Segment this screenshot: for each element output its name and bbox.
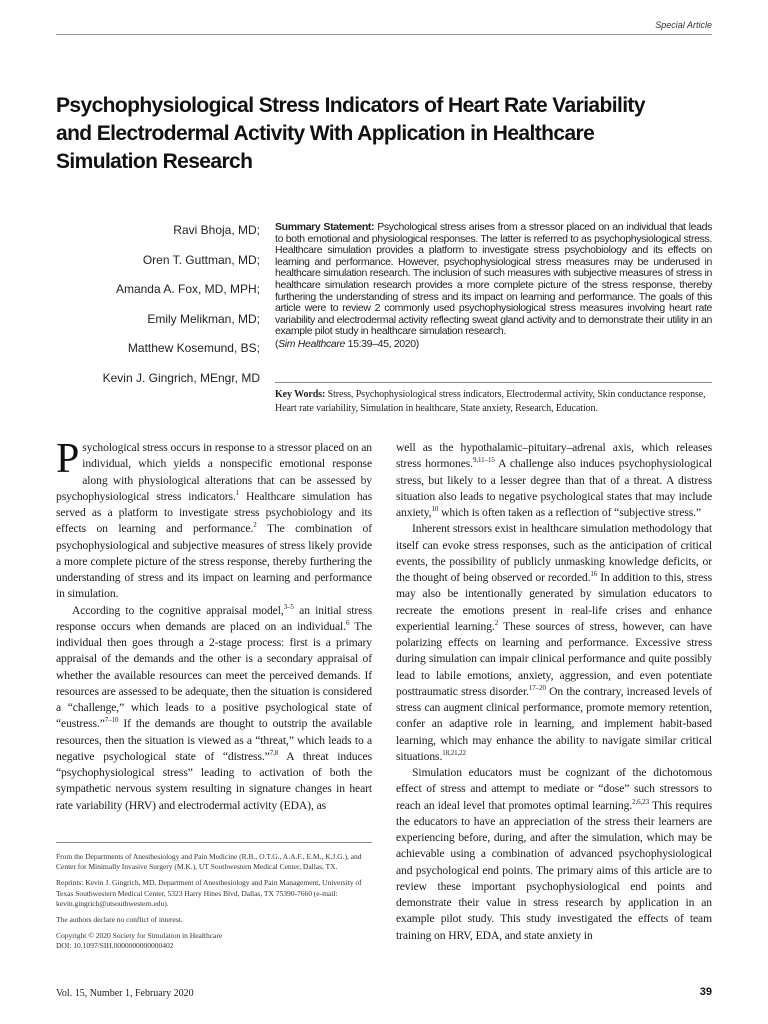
author: Ravi Bhoja, MD; [173,223,260,237]
citation-journal: Sim Healthcare [278,337,346,350]
footnotes [56,852,372,958]
text-run: The combination of psychophysiological and subjective measures of stress likely provide a more complete picture of the stress response, thereby furthering the understanding of stress and its impact on learning and performance in simulation. [56,522,372,601]
author: Matthew Kosemund, BS; [127,341,260,355]
citation-rest: 15:39–45, 2020) [345,337,419,350]
header-rule [56,34,712,35]
text-run: which is often taken as a reflection of “subjective stress.” [438,506,702,519]
text-run: The individual then goes through a 2-stage process: first is a primary appraisal of the demands and the other is a secondary appraisal of whether the available resources can meet the perceived demands. If resources are assessed to be adequate, then the situation is considered a “challenge,” which leads to a positive psychological state of “eustress.” [56,619,372,731]
title-line: Simulation Research [56,150,253,173]
keywords-label: Key Words: [275,389,326,400]
drop-cap: P [56,436,80,482]
text-run: sychological stress occurs in response to a stressor placed on an individual, which yields a nonspecific emotional response along with physiological alterations that can be assessed by psychophysiological stress indicators. [56,441,372,503]
text-run: If the demands are thought to outstrip the available resources, then the situation is viewed as a “threat,” which leads to a negative psychological state of “distress.” [56,717,372,763]
text-run: These sources of stress, however, can have polarizing effects on learning and performance. Excessive stress during simulation can impair clinical performance and quite possibly lead to labile emotions, anxiety, aggression, and even potentiate posttraumatic stress disorder. [396,619,712,698]
footnote-reprints: Reprints: Kevin J. Gingrich, MD, Department of Anesthesiology and Pain Management, University of Texas Southwestern Medical Center, 5323 Harry Hines Blvd, Dallas, TX 75390-7660 (e-mail: kevin.gingrich@utsouthwestern.edu). [56,878,362,908]
text-run: Inherent stressors exist in healthcare simulation methodology that itself can evoke stress responses, such as the anticipation of critical events, the possibility of publicly unmasking knowledge deficits, or the thought of being observed or recorded. [396,522,712,584]
text-run: On the contrary, increased levels of stress can augment clinical performance, promote memory retention, confer an adaptive role in learning, and implement habit-based learning, which may enhance the ability to navigate similar critical situations. [396,684,712,763]
paragraph [396,440,712,521]
paragraph [396,521,712,765]
citation [275,339,712,351]
article-title [56,92,676,176]
keywords-rule [275,382,712,383]
keywords-text: Stress, Psychophysiological stress indicators, Electrodermal activity, Skin conductance response, Heart rate variability, Simulation in healthcare, State anxiety, Research, Education. [275,389,706,414]
body-column-right [396,440,712,944]
reference: 3–5 [283,602,294,611]
text-run: Simulation educators must be cognizant of the dichotomous effect of stress and attempt to mediate or “dose” such stressors to reach an ideal level that promotes optimal learning. [396,766,712,812]
text-run: This requires the educators to have an appreciation of the stress their learners are experiencing before, during, and after the simulation, which may be achievable using a combination of advanced psychophysiological and psychological end points. The primary aims of this article are to review these important psychophysiological end points and demonstrate their value in stress research by application in an example pilot study. This study investigated the effects of team training on HRV, EDA, and state anxiety in [396,798,712,942]
author: Emily Melikman, MD; [147,311,260,326]
paragraph [396,765,712,944]
footnote-affiliation: From the Departments of Anesthesiology and Pain Medicine (R.B., O.T.G., A.A.F., E.M., K.J.G.), and Center for Minimally Invasive Surgery (M.K.), UT Southwestern Medical Center, Dallas, TX. [56,852,362,872]
reference: 2,6,23 [632,797,649,806]
author-list [56,222,260,399]
author: Oren T. Guttman, MD; [142,252,260,267]
footnote-conflict: The authors declare no conflict of interest. [56,915,183,925]
title-line: Psychophysiological Stress Indicators of Heart Rate Variability [56,94,645,117]
text-run: Healthcare simulation has served as a platform to investigate stress psychobiology and its effects on learning and performance. [56,489,373,536]
body-column-left [56,436,373,814]
reference: 17–20 [528,683,546,692]
text-run: A threat induces “psychophysiological stress” leading to activation of both the sympathetic nervous system resulting in signature changes in heart rate variability (HRV) and electrodermal activity (EDA), as [56,749,372,812]
footnote-copyright: Copyright © 2020 Society for Simulation in Healthcare [56,931,223,941]
text-run: well as the hypothalamic–pituitary–adrenal axis, which releases stress hormones. [396,441,712,471]
text-run: an initial stress response occurs when demands are placed on an individual. [56,603,372,633]
reference: 10 [431,505,439,514]
reference: 7,8 [269,748,279,757]
paragraph [56,603,372,814]
page-number: 39 [699,986,712,998]
reference: 1 [235,488,240,497]
summary-text: Psychological stress arises from a stressor placed on an individual that leads to both emotional and physiological responses. The latter is referred to as psychophysiological stress. Healthcare simulation provides a platform to investigate stress psychobiology and its effects on learning and performance. However, psychophysiological stress measures may be underused in healthcare simulation research. The inclusion of such measures with subjective measures of stress in healthcare simulation research provides a more complete picture of the stress response, thereby furthering the understanding of stress and its impact on learning and performance. The goals of this article were to review 2 commonly used psychophysiological stress measures involving heart rate variability and electrodermal activity reflecting sweat gland activity and to demonstrate their utility in an example pilot study in healthcare simulation research. [275,221,712,338]
summary-label: Summary Statement: [275,221,375,233]
author: Kevin J. Gingrich, MEngr, MD [102,370,260,385]
reference: 2 [253,521,257,530]
running-head: Special Article [655,20,712,30]
reference: 16 [590,570,598,579]
reference: 2 [494,618,499,627]
footnote-doi: DOI: 10.1097/SIH.0000000000000402 [56,941,174,951]
reference: 7–10 [104,716,119,725]
keywords [275,388,712,416]
text-run: A challenge also induces psychophysiological stress, but likely to a lesser degree than that of a threat. A distress situation also leads to negative psychological states that may include anxiety, [396,457,712,519]
reference: 9,11–15 [472,456,495,465]
text-run: According to the cognitive appraisal model, [72,603,284,617]
citation-open: ( [275,337,279,350]
summary-statement [275,222,712,351]
footnote-rule [56,842,372,843]
reference: 18,21,22 [442,748,466,757]
paragraph [56,436,373,603]
title-line: and Electrodermal Activity With Application in Healthcare [56,122,595,145]
issue-info: Vol. 15, Number 1, February 2020 [56,988,194,999]
text-run: In addition to this, stress may also be intentionally generated by simulation educators to recreate the emotions present in real-life crises and enhance experiential learning. [396,571,713,633]
reference: 6 [345,618,350,627]
author: Amanda A. Fox, MD, MPH; [115,282,260,296]
